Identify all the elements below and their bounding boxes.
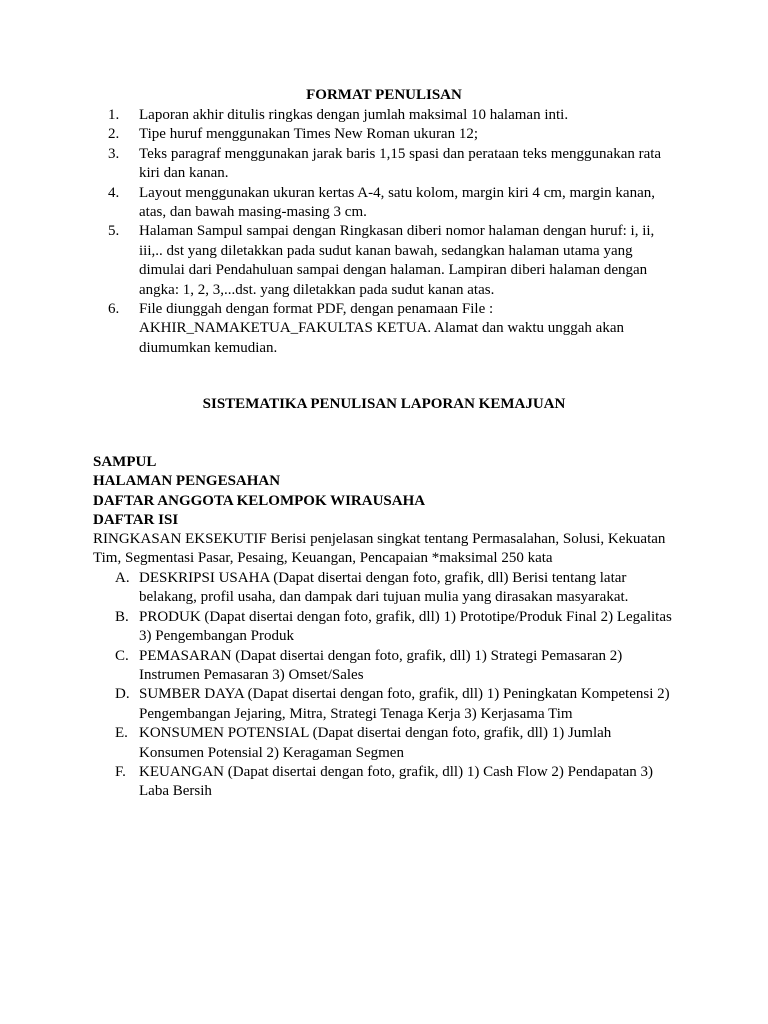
format-item: [0, 184, 679, 223]
format-item: [0, 106, 679, 125]
item-marker: D.: [115, 686, 130, 703]
format-title: FORMAT PENULISAN: [306, 87, 462, 103]
heading-halaman-pengesahan: HALAMAN PENGESAHAN: [93, 473, 281, 490]
item-text: File diunggah dengan format PDF, dengan penamaan File : AKHIR_NAMAKETUA_FAKULTAS KETUA. Alamat dan waktu unggah akan diumumkan kemudian.: [139, 301, 624, 356]
item-marker: E.: [115, 725, 128, 742]
sections-list: [0, 569, 679, 802]
section-item: [0, 647, 679, 686]
item-marker: 6.: [108, 301, 120, 318]
heading-daftar-isi: DAFTAR ISI: [93, 512, 179, 529]
item-text: PEMASARAN (Dapat disertai dengan foto, grafik, dll) 1) Strategi Pemasaran 2) Instrumen Pemasaran 3) Omset/Sales: [139, 647, 623, 684]
item-text: DESKRIPSI USAHA (Dapat disertai dengan foto, grafik, dll) Berisi tentang latar belakang, profil usaha, dan dampak dari tujuan mulia yang dirasakan masyarakat.: [139, 570, 629, 606]
format-item: [0, 125, 679, 144]
item-text: KONSUMEN POTENSIAL (Dapat disertai dengan foto, grafik, dll) 1) Jumlah Konsumen Potensial 2) Keragaman Segmen: [139, 725, 612, 761]
item-text: SUMBER DAYA (Dapat disertai dengan foto, grafik, dll) 1) Peningkatan Kompetensi 2) Pengembangan Jejaring, Mitra, Strategi Tenaga Kerja 3) Kerjasama Tim: [139, 686, 670, 722]
sistematika-title: SISTEMATIKA PENULISAN LAPORAN KEMAJUAN: [202, 396, 566, 412]
item-text: Tipe huruf menggunakan Times New Roman ukuran 12;: [139, 126, 479, 143]
item-text: Layout menggunakan ukuran kertas A-4, satu kolom, margin kiri 4 cm, margin kanan, atas, dan bawah masing-masing 3 cm.: [139, 184, 655, 221]
item-marker: 2.: [108, 126, 120, 143]
item-marker: C.: [115, 647, 129, 664]
heading-sampul: SAMPUL: [93, 454, 157, 470]
item-marker: F.: [115, 764, 126, 781]
item-marker: 1.: [108, 107, 120, 123]
item-marker: A.: [115, 570, 130, 586]
format-item: [0, 145, 679, 184]
item-text: KEUANGAN (Dapat disertai dengan foto, grafik, dll) 1) Cash Flow 2) Pendapatan 3) Laba Bersih: [139, 764, 654, 800]
item-marker: B.: [115, 608, 129, 625]
format-list: [0, 106, 679, 358]
section-item: [0, 685, 679, 724]
section-headings: [93, 453, 425, 531]
item-marker: 3.: [108, 145, 120, 162]
section-item: [0, 763, 679, 802]
item-text: Laporan akhir ditulis ringkas dengan jumlah maksimal 10 halaman inti.: [139, 107, 569, 123]
item-text: Teks paragraf menggunakan jarak baris 1,15 spasi dan perataan teks menggunakan rata kiri dan kanan.: [139, 145, 662, 182]
heading-daftar-anggota: DAFTAR ANGGOTA KELOMPOK WIRAUSAHA: [93, 492, 426, 509]
item-text: PRODUK (Dapat disertai dengan foto, grafik, dll) 1) Prototipe/Produk Final 2) Legalitas 3) Pengembangan Produk: [139, 608, 672, 645]
item-marker: 4.: [108, 184, 120, 201]
item-text: Halaman Sampul sampai dengan Ringkasan diberi nomor halaman dengan huruf: i, ii, iii,.. dst yang diletakkan pada sudut kanan bawah, sedangkan halaman utama yang dimulai dari Pendahuluan sampai dengan halaman. Lampiran diberi halaman dengan angka: 1, 2, 3,...dst. yang diletakkan pada sudut kanan atas.: [139, 223, 655, 298]
format-item: [0, 300, 679, 358]
section-item: [0, 569, 679, 608]
section-item: [0, 608, 679, 647]
item-marker: 5.: [108, 223, 120, 240]
section-item: [0, 724, 679, 763]
executive-summary: RINGKASAN EKSEKUTIF Berisi penjelasan singkat tentang Permasalahan, Solusi, Kekuatan Tim, Segmentasi Pasar, Pesaing, Keuangan, Pencapaian *maksimal 250 kata: [93, 531, 666, 567]
format-item: [0, 222, 679, 300]
